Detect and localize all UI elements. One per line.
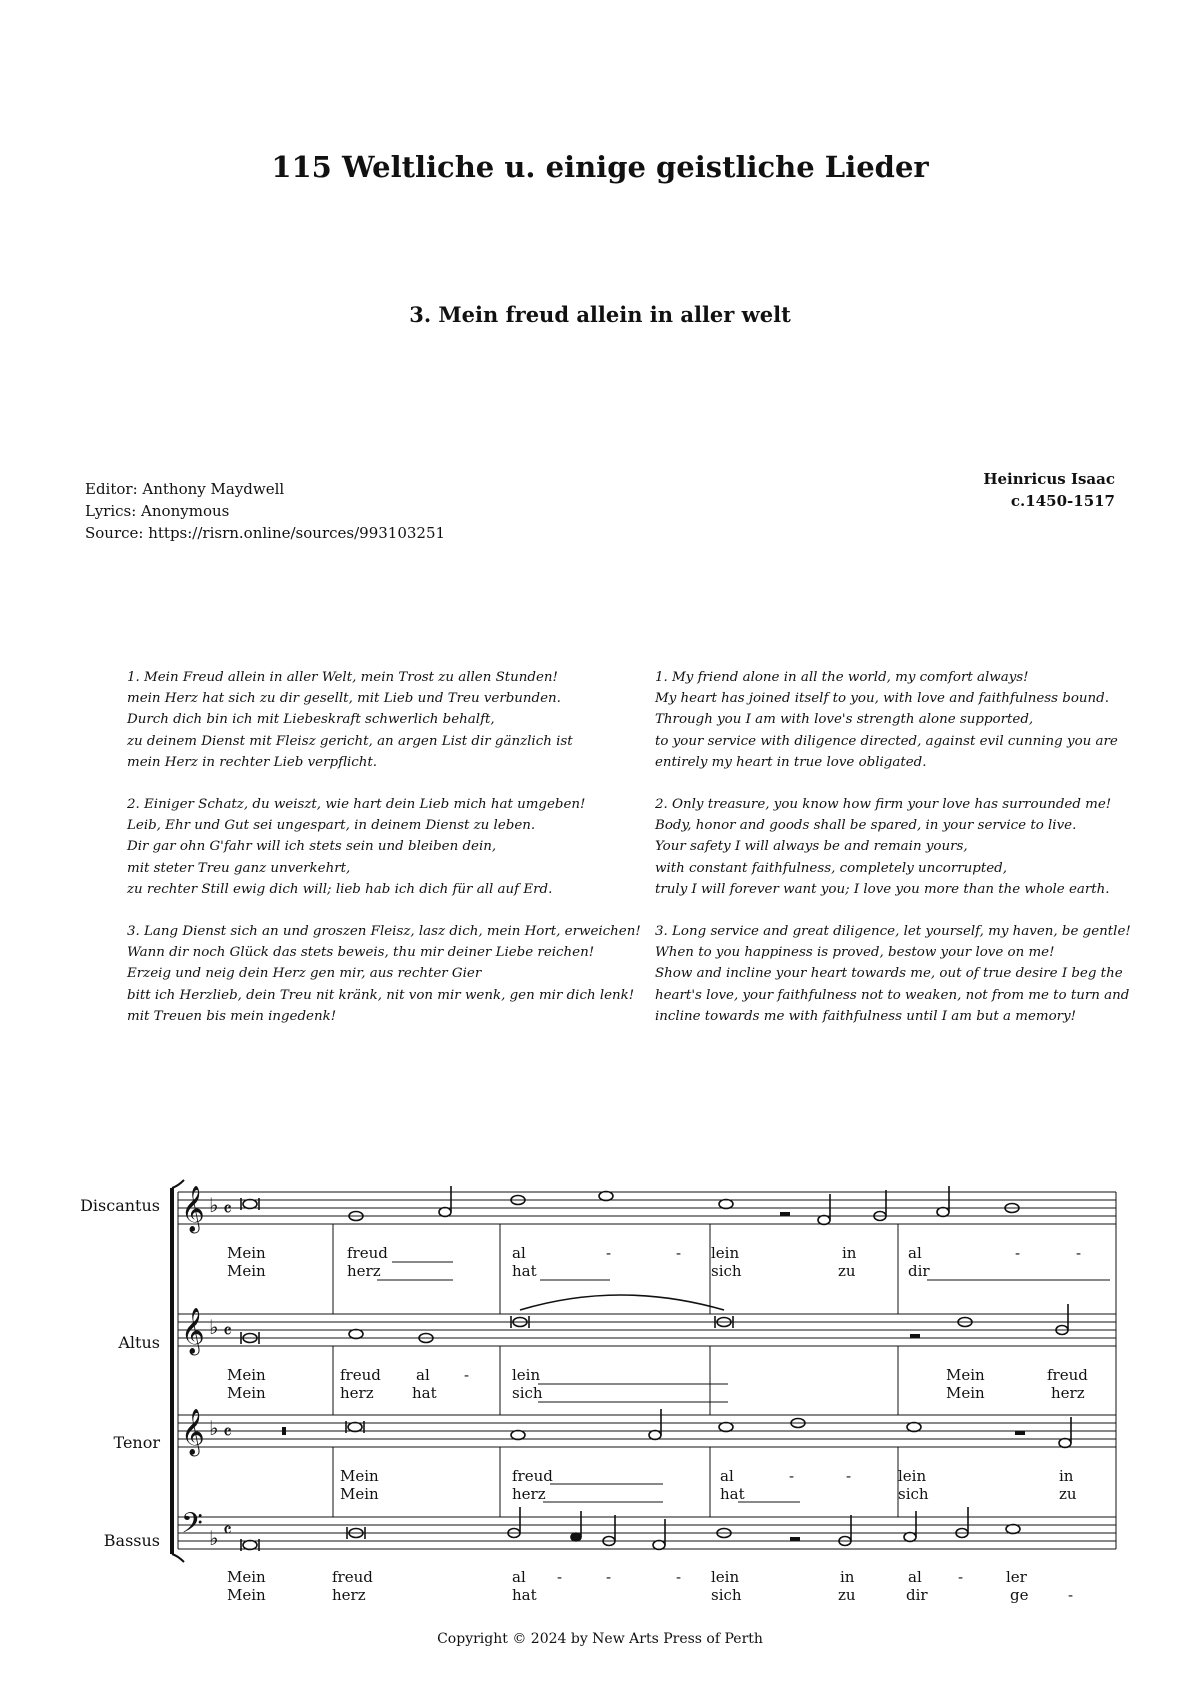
lyric-syllable: sich	[898, 1485, 929, 1503]
lyric-syllable: Mein	[946, 1366, 985, 1384]
verse-line: 2. Only treasure, you know how firm your love has surrounded me!	[655, 797, 1112, 813]
lyric-syllable: Mein	[227, 1586, 266, 1604]
german-stanza-2	[127, 794, 647, 900]
verse-line: zu deinem Dienst mit Fleisz gericht, an argen List dir gänzlich ist	[127, 733, 573, 749]
german-stanza-3	[127, 921, 647, 1027]
copyright-notice: Copyright © 2024 by New Arts Press of Perth	[437, 1631, 763, 1647]
verse-line: Wann dir noch Glück das stets beweis, thu mir deiner Liebe reichen!	[127, 945, 595, 961]
verse-line: bitt ich Herzlieb, dein Treu nit kränk, nit von mir wenk, gen mir dich lenk!	[127, 987, 635, 1003]
english-verses	[655, 667, 1131, 1048]
lyric-syllable: sich	[711, 1262, 742, 1280]
verse-line: entirely my heart in true love obligated.	[655, 754, 927, 770]
svg-text:𝄞: 𝄞	[181, 1186, 205, 1232]
verse-line: 1. Mein Freud allein in aller Welt, mein Trost zu allen Stunden!	[127, 670, 558, 685]
english-stanza-1	[655, 667, 1125, 773]
lyric-syllable: -	[789, 1467, 795, 1485]
lyric-syllable: freud	[332, 1568, 373, 1586]
page-title: 115 Weltliche u. einige geistliche Lieder	[271, 150, 929, 184]
voice-label-discantus: Discantus	[80, 1196, 160, 1215]
lyric-syllable: al	[512, 1244, 526, 1262]
lyric-syllable: freud	[512, 1467, 553, 1485]
lyric-syllable: -	[606, 1244, 612, 1262]
lyric-syllable: hat	[720, 1485, 745, 1503]
lyric-syllable: Mein	[946, 1384, 985, 1402]
voice-label-tenor: Tenor	[113, 1433, 160, 1452]
verse-line: Erzeig und neig dein Herz gen mir, aus rechter Gier	[127, 966, 482, 982]
verse-line: mein Herz hat sich zu dir gesellt, mit Lieb und Treu verbunden.	[127, 691, 561, 707]
lyric-syllable: -	[958, 1568, 964, 1586]
lyric-syllable: -	[557, 1568, 563, 1586]
svg-text:♭: ♭	[209, 1193, 219, 1217]
lyric-syllable: sich	[512, 1384, 543, 1402]
lyric-syllable: herz	[512, 1485, 546, 1503]
verse-line: 2. Einiger Schatz, du weiszt, wie hart dein Lieb mich hat umgeben!	[127, 797, 586, 813]
lyric-syllable: Mein	[227, 1244, 266, 1262]
lyric-syllable: lein	[711, 1568, 740, 1586]
verse-line: truly I will forever want you; I love you more than the whole earth.	[655, 881, 1110, 897]
lyric-syllable: lein	[898, 1467, 927, 1485]
verse-line: zu rechter Still ewig dich will; lieb hab ich dich für all auf Erd.	[127, 881, 553, 897]
verse-line: mit Treuen bis mein ingedenk!	[127, 1008, 337, 1024]
lyric-syllable: herz	[332, 1586, 366, 1604]
svg-text:𝄴: 𝄴	[223, 1420, 232, 1444]
lyric-syllable: herz	[347, 1262, 381, 1280]
verse-line: Body, honor and goods shall be spared, in your service to live.	[655, 818, 1077, 834]
composer-dates: c.1450-1517	[1010, 492, 1115, 510]
lyric-syllable: -	[464, 1366, 470, 1384]
lyric-syllable: Mein	[227, 1366, 266, 1384]
music-score	[0, 1170, 1200, 1570]
lyric-syllable: zu	[1059, 1485, 1077, 1503]
lyric-syllable: -	[846, 1467, 852, 1485]
lyric-syllable: herz	[1051, 1384, 1085, 1402]
verse-line: My heart has joined itself to you, with love and faithfulness bound.	[655, 691, 1110, 707]
lyric-syllable: freud	[347, 1244, 388, 1262]
svg-text:𝄴: 𝄴	[223, 1197, 232, 1221]
english-stanza-3	[655, 921, 1131, 1027]
lyric-syllable: sich	[711, 1586, 742, 1604]
lyric-syllable: -	[676, 1568, 682, 1586]
lyric-syllable: zu	[838, 1262, 856, 1280]
lyric-syllable: freud	[1047, 1366, 1088, 1384]
verse-line: heart's love, your faithfulness not to weaken, not from me to turn and	[655, 987, 1130, 1003]
lyric-syllable: lein	[512, 1366, 541, 1384]
lyric-syllable: -	[606, 1568, 612, 1586]
verse-line: mein Herz in rechter Lieb verpflicht.	[127, 754, 378, 770]
lyric-syllable: Mein	[227, 1568, 266, 1586]
composer-block	[983, 468, 1115, 512]
lyric-syllable: al	[512, 1568, 526, 1586]
lyric-syllable: hat	[412, 1384, 437, 1402]
lyric-syllable: al	[908, 1244, 922, 1262]
german-verses	[127, 667, 647, 1048]
svg-text:𝄢: 𝄢	[181, 1507, 203, 1547]
lyric-syllable: al	[416, 1366, 430, 1384]
verse-line: with constant faithfulness, completely uncorrupted,	[655, 860, 1007, 876]
verse-line: Show and incline your heart towards me, out of true desire I beg the	[655, 966, 1123, 982]
verse-line: mit steter Treu ganz unverkehrt,	[127, 860, 351, 876]
verse-line: 3. Long service and great diligence, let yourself, my haven, be gentle!	[655, 924, 1131, 940]
lyric-syllable: in	[840, 1568, 855, 1586]
svg-text:𝄞: 𝄞	[181, 1308, 205, 1354]
verse-line: Your safety I will always be and remain yours,	[655, 839, 968, 855]
lyrics-credit: Lyrics: Anonymous	[85, 502, 230, 520]
lyric-syllable: al	[720, 1467, 734, 1485]
english-stanza-2	[655, 794, 1125, 900]
svg-text:𝄞: 𝄞	[181, 1409, 205, 1455]
voice-label-altus: Altus	[118, 1333, 160, 1352]
lyric-syllable: hat	[512, 1262, 537, 1280]
lyric-syllable: Mein	[340, 1485, 379, 1503]
verse-line: Through you I am with love's strength alone supported,	[655, 712, 1034, 728]
lyric-syllable: herz	[340, 1384, 374, 1402]
lyric-syllable: -	[1076, 1244, 1082, 1262]
verse-line: to your service with diligence directed, against evil cunning you are	[655, 733, 1118, 749]
lyric-syllable: -	[1068, 1586, 1074, 1604]
lyric-syllable: dir	[908, 1262, 930, 1280]
lyric-syllable: in	[1059, 1467, 1074, 1485]
svg-text:𝄴: 𝄴	[223, 1518, 232, 1542]
verse-line: 3. Lang Dienst sich an und groszen Fleisz, lasz dich, mein Hort, erweichen!	[127, 924, 641, 940]
lyric-syllable: al	[908, 1568, 922, 1586]
lyric-syllable: -	[676, 1244, 682, 1262]
lyric-syllable: ler	[1006, 1568, 1027, 1586]
svg-text:♭: ♭	[209, 1315, 219, 1339]
verse-line: incline towards me with faithfulness until I am but a memory!	[655, 1008, 1077, 1024]
lyric-syllable: -	[1015, 1244, 1021, 1262]
verse-line: Dir gar ohn G'fahr will ich stets sein und bleiben dein,	[127, 839, 497, 855]
verse-line: Leib, Ehr und Gut sei ungespart, in deinem Dienst zu leben.	[127, 818, 536, 834]
svg-text:♭: ♭	[209, 1416, 219, 1440]
lyric-syllable: ge	[1010, 1586, 1029, 1604]
lyric-syllable: Mein	[227, 1262, 266, 1280]
lyric-syllable: in	[842, 1244, 857, 1262]
svg-text:♭: ♭	[209, 1526, 219, 1550]
lyric-syllable: Mein	[227, 1384, 266, 1402]
lyric-syllable: zu	[838, 1586, 856, 1604]
german-stanza-1	[127, 667, 647, 773]
verse-line: Durch dich bin ich mit Liebeskraft schwerlich behalft,	[127, 712, 495, 728]
lyric-syllable: dir	[906, 1586, 928, 1604]
composer-name: Heinricus Isaac	[983, 470, 1115, 488]
verse-line: When to you happiness is proved, bestow your love on me!	[655, 945, 1055, 961]
lyric-syllable: Mein	[340, 1467, 379, 1485]
svg-text:𝄴: 𝄴	[223, 1319, 232, 1343]
lyric-syllable: hat	[512, 1586, 537, 1604]
lyric-syllable: lein	[711, 1244, 740, 1262]
lyric-syllable: freud	[340, 1366, 381, 1384]
voice-label-bassus: Bassus	[103, 1531, 160, 1550]
source-credit: Source: https://risrn.online/sources/993103251	[85, 524, 446, 542]
piece-title: 3. Mein freud allein in aller welt	[409, 302, 791, 327]
verse-line: 1. My friend alone in all the world, my comfort always!	[655, 670, 1029, 685]
credits-block	[85, 478, 445, 544]
editor-credit: Editor: Anthony Maydwell	[85, 480, 285, 498]
